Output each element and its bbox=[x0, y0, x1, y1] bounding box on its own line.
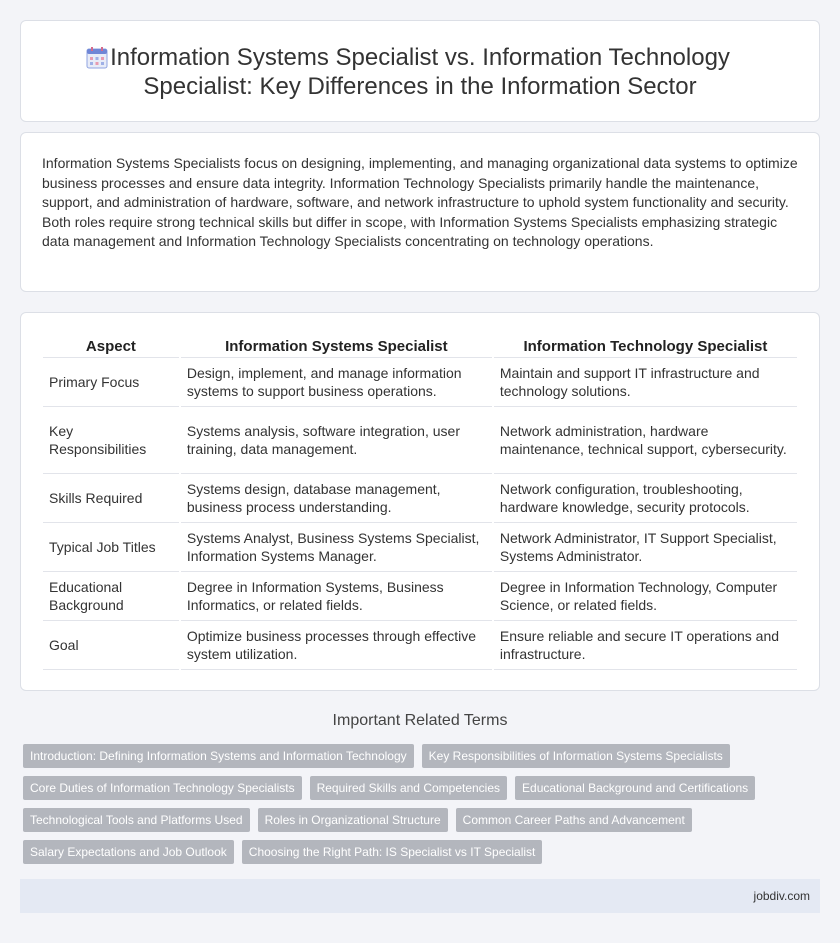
it-cell: Network configuration, troubleshooting, hardware knowledge, security protocols. bbox=[494, 474, 797, 523]
table-row bbox=[43, 572, 797, 621]
table-row bbox=[43, 358, 797, 407]
aspect-cell: Primary Focus bbox=[43, 358, 179, 407]
it-cell: Ensure reliable and secure IT operations and infrastructure. bbox=[494, 621, 797, 670]
header-is-specialist: Information Systems Specialist bbox=[181, 333, 492, 358]
footer-site-link[interactable]: jobdiv.com bbox=[753, 889, 810, 903]
it-cell: Network Administrator, IT Support Specialist, Systems Administrator. bbox=[494, 523, 797, 572]
related-term-link[interactable]: Required Skills and Competencies bbox=[310, 776, 507, 800]
aspect-cell: Educational Background bbox=[43, 572, 179, 621]
table-row bbox=[43, 474, 797, 523]
is-cell: Design, implement, and manage information systems to support business operations. bbox=[181, 358, 492, 407]
comparison-card bbox=[20, 312, 820, 691]
comparison-table bbox=[41, 333, 799, 670]
it-cell: Maintain and support IT infrastructure and technology solutions. bbox=[494, 358, 797, 407]
related-term-link[interactable]: Technological Tools and Platforms Used bbox=[23, 808, 250, 832]
table-row bbox=[43, 523, 797, 572]
related-term-link[interactable]: Choosing the Right Path: IS Specialist vs IT Specialist bbox=[242, 840, 543, 864]
header-card bbox=[20, 20, 820, 122]
header-aspect: Aspect bbox=[43, 333, 179, 358]
related-term-link[interactable]: Core Duties of Information Technology Specialists bbox=[23, 776, 302, 800]
aspect-cell: Key Responsibilities bbox=[43, 407, 179, 474]
header-it-specialist: Information Technology Specialist bbox=[494, 333, 797, 358]
footer bbox=[20, 879, 820, 913]
intro-card bbox=[20, 132, 820, 292]
table-header-row bbox=[43, 333, 797, 358]
page-title: Information Systems Specialist vs. Information Technology Specialist: Key Differences in the Information Sector bbox=[110, 44, 730, 100]
related-terms-title: Important Related Terms bbox=[332, 712, 508, 729]
intro-paragraph: Information Systems Specialists focus on designing, implementing, and managing organizational data systems to optimize business processes and ensure data integrity. Information Technology Specialists primarily handle the maintenance, support, and administration of hardware, software, and network infrastructure to uphold system functionality and security. Both roles require strong technical skills but differ in scope, with Information Systems Specialists emphasizing strategic data management and Information Technology Specialists concentrating on technology operations. bbox=[42, 155, 798, 250]
related-term-link[interactable]: Roles in Organizational Structure bbox=[258, 808, 448, 832]
is-cell: Systems analysis, software integration, user training, data management. bbox=[181, 407, 492, 474]
is-cell: Systems design, database management, business process understanding. bbox=[181, 474, 492, 523]
related-term-link[interactable]: Common Career Paths and Advancement bbox=[456, 808, 692, 832]
table-row bbox=[43, 407, 797, 474]
table-row bbox=[43, 621, 797, 670]
aspect-cell: Skills Required bbox=[43, 474, 179, 523]
related-term-link[interactable]: Educational Background and Certifications bbox=[515, 776, 755, 800]
is-cell: Degree in Information Systems, Business Informatics, or related fields. bbox=[181, 572, 492, 621]
it-cell: Network administration, hardware maintenance, technical support, cybersecurity. bbox=[494, 407, 797, 474]
related-term-link[interactable]: Key Responsibilities of Information Systems Specialists bbox=[422, 744, 730, 768]
related-terms-list bbox=[23, 744, 803, 872]
related-term-link[interactable]: Introduction: Defining Information Systems and Information Technology bbox=[23, 744, 414, 768]
aspect-cell: Goal bbox=[43, 621, 179, 670]
is-cell: Optimize business processes through effective system utilization. bbox=[181, 621, 492, 670]
aspect-cell: Typical Job Titles bbox=[43, 523, 179, 572]
related-term-link[interactable]: Salary Expectations and Job Outlook bbox=[23, 840, 234, 864]
it-cell: Degree in Information Technology, Computer Science, or related fields. bbox=[494, 572, 797, 621]
is-cell: Systems Analyst, Business Systems Specialist, Information Systems Manager. bbox=[181, 523, 492, 572]
